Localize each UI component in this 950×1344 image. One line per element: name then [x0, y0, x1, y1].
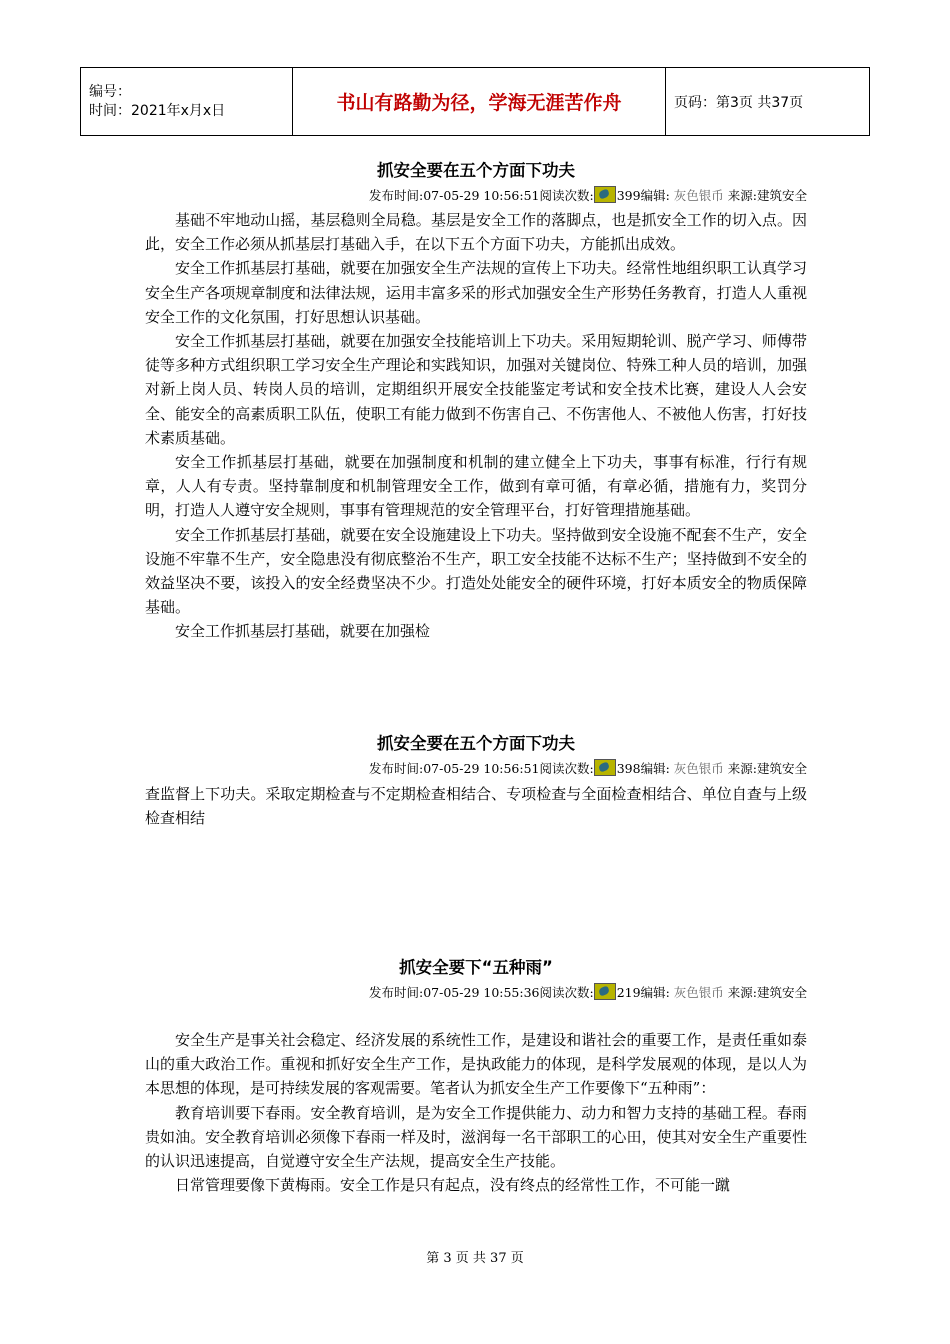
- article-body: [145, 1028, 807, 1197]
- paragraph: 安全工作抓基层打基础，就要在加强检: [175, 622, 431, 641]
- editor-name: 灰色银币: [673, 188, 724, 203]
- page-header: [80, 67, 870, 136]
- header-info: [81, 68, 293, 136]
- article-title: 抓安全要下“五种雨”: [399, 958, 553, 977]
- read-count-icon: [594, 759, 616, 776]
- read-count: 398: [616, 761, 641, 776]
- article-body: [145, 208, 807, 644]
- paragraph: 日常管理要像下黄梅雨。安全工作是只有起点，没有终点的经常性工作，不可能一蹴: [175, 1176, 731, 1195]
- paragraph: 安全工作抓基层打基础，就要在安全设施建设上下功夫。坚持做到安全设施不配套不生产，安全设施不牢靠不生产，安全隐患没有彻底整治不生产，职工安全技能不达标不生产；坚持做到不安全的效益坚决不要，该投入的安全经费坚决不少。打造处处能安全的硬件环境，打好本质安全的物质保障基础。: [145, 525, 807, 617]
- source: 来源:建筑安全: [727, 188, 807, 203]
- article-meta: [369, 186, 807, 205]
- paragraph: 安全工作抓基层打基础，就要在加强安全生产法规的宣传上下功夫。经常性地组织职工认真学习安全生产各项规章制度和法律法规，运用丰富多采的形式加强安全生产形势任务教育，打造人人重视安全工作的文化氛围，打好思想认识基础。: [145, 259, 807, 326]
- editor-label: 编辑:: [640, 761, 670, 776]
- source: 来源:建筑安全: [727, 761, 807, 776]
- paragraph: 安全工作抓基层打基础，就要在加强制度和机制的建立健全上下功夫，事事有标准，行行有规章，人人有专责。坚持靠制度和机制管理安全工作，做到有章可循，有章必循，措施有力，奖罚分明，打造人人遵守安全规则，事事有管理规范的安全管理平台，打好管理措施基础。: [145, 453, 807, 520]
- read-count-icon: [594, 186, 616, 203]
- editor-name: 灰色银币: [673, 985, 724, 1000]
- paragraph: 安全工作抓基层打基础，就要在加强安全技能培训上下功夫。采用短期轮训、脱产学习、师傅带徒等多种方式组织职工学习安全生产理论和实践知识，加强对关键岗位、特殊工种人员的培训，加强对新上岗人员、转岗人员的培训，定期组织开展安全技能鉴定考试和安全技术比赛，建设人人会安全、能安全的高素质职工队伍，使职工有能力做到不伤害自己、不伤害他人、不被他人伤害，打好技术素质基础。: [145, 332, 807, 447]
- page-footer: 第 3 页 共 37 页: [426, 1251, 524, 1266]
- article-title: 抓安全要在五个方面下功夫: [377, 161, 575, 180]
- header-page-number: 页码：第3页 共37页: [666, 68, 870, 136]
- editor-label: 编辑:: [640, 985, 670, 1000]
- publish-time: 发布时间:07-05-29 10:55:36阅读次数:: [369, 985, 594, 1000]
- paragraph: 基础不牢地动山摇，基层稳则全局稳。基层是安全工作的落脚点，也是抓安全工作的切入点。因此，安全工作必须从抓基层打基础入手，在以下五个方面下功夫，方能抓出成效。: [145, 211, 807, 254]
- document-number: 编号：: [89, 83, 131, 100]
- paragraph: 教育培训要下春雨。安全教育培训，是为安全工作提供能力、动力和智力支持的基础工程。春雨贵如油。安全教育培训必须像下春雨一样及时，滋润每一名干部职工的心田，使其对安全生产重要性的认识迅速提高，自觉遵守安全生产法规，提高安全生产技能。: [145, 1103, 807, 1171]
- article-meta: [369, 759, 807, 778]
- editor-label: 编辑:: [640, 188, 670, 203]
- article-body: [145, 782, 807, 830]
- read-count-icon: [594, 983, 616, 1000]
- source: 来源:建筑安全: [727, 985, 807, 1000]
- paragraph: 查监督上下功夫。采取定期检查与不定期检查相结合、专项检查与全面检查相结合、单位自查与上级检查相结: [145, 785, 807, 828]
- article-title: 抓安全要在五个方面下功夫: [377, 734, 575, 753]
- paragraph: 安全生产是事关社会稳定、经济发展的系统性工作，是建设和谐社会的重要工作，是责任重如泰山的重大政治工作。重视和抓好安全生产工作，是执政能力的体现，是科学发展观的体现，是以人为本思想的体现，是可持续发展的客观需要。笔者认为抓安全生产工作要像下“五种雨”：: [145, 1031, 807, 1098]
- document-date: 时间：2021年x月x日: [89, 102, 226, 119]
- publish-time: 发布时间:07-05-29 10:56:51阅读次数:: [369, 188, 594, 203]
- read-count: 399: [616, 188, 641, 203]
- publish-time: 发布时间:07-05-29 10:56:51阅读次数:: [369, 761, 594, 776]
- header-motto: 书山有路勤为径，学海无涯苦作舟: [293, 68, 666, 136]
- editor-name: 灰色银币: [673, 761, 724, 776]
- article-meta: [369, 983, 807, 1002]
- read-count: 219: [616, 985, 641, 1000]
